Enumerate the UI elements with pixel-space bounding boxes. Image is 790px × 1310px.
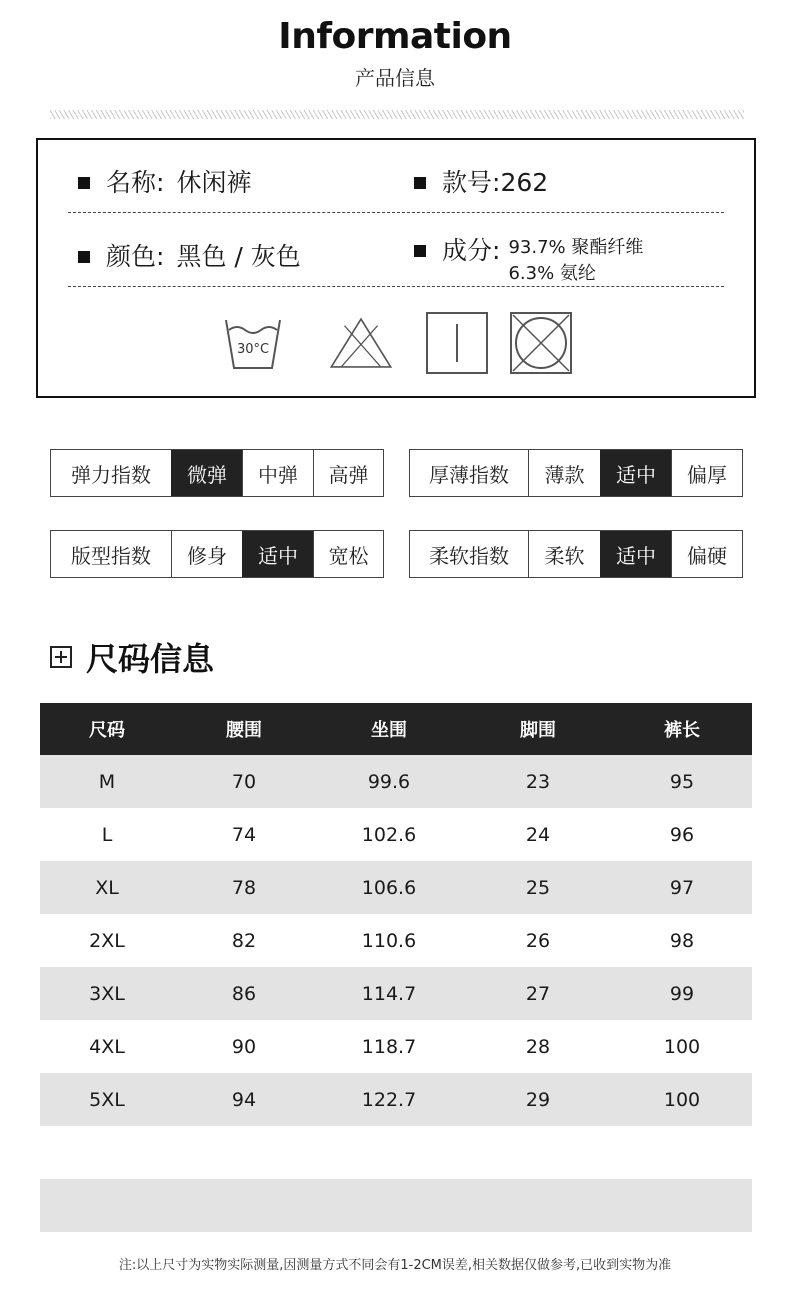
table-cell: 28: [464, 1020, 612, 1073]
composition-line: 93.7% 聚酯纤维: [508, 237, 644, 258]
table-cell: 114.7: [314, 967, 464, 1020]
fit-scale: [50, 530, 384, 578]
size-section-title: 尺码信息: [86, 640, 215, 678]
table-cell: 4XL: [40, 1020, 174, 1073]
column-header: 脚围: [464, 703, 612, 755]
wash-temperature: 30°C: [236, 342, 270, 357]
table-cell: 95: [612, 755, 752, 808]
style-value: 262: [500, 168, 549, 197]
footnote: 注:以上尺寸为实物实际测量,因测量方式不同会有1-2CM误差,相关数据仅做参考,已收到实物为准: [118, 1258, 672, 1273]
table-row: [40, 755, 752, 808]
table-row: [40, 808, 752, 861]
table-cell: [40, 1126, 174, 1179]
table-cell: 5XL: [40, 1073, 174, 1126]
table-cell: 106.6: [314, 861, 464, 914]
table-cell: XL: [40, 861, 174, 914]
table-cell: 97: [612, 861, 752, 914]
info-name: [78, 166, 251, 200]
wash-30-icon: [220, 310, 286, 376]
table-cell: [174, 1126, 314, 1179]
table-cell: [174, 1179, 314, 1232]
table-cell: [464, 1126, 612, 1179]
column-header: 坐围: [314, 703, 464, 755]
table-cell: [464, 1179, 612, 1232]
table-cell: 90: [174, 1020, 314, 1073]
table-row: [40, 1126, 752, 1179]
bullet-square-icon: [414, 245, 426, 257]
table-row: [40, 861, 752, 914]
thickness-scale: [409, 449, 743, 497]
scale-label: 柔软指数: [429, 543, 509, 568]
info-color: [78, 240, 301, 274]
table-cell: 26: [464, 914, 612, 967]
table-cell: 82: [174, 914, 314, 967]
scale-option: 高弹: [313, 450, 383, 496]
plus-box-icon: [50, 646, 72, 668]
table-cell: 23: [464, 755, 612, 808]
softness-scale: [409, 530, 743, 578]
dashed-divider: [68, 286, 724, 287]
table-header-row: [40, 703, 752, 755]
table-cell: [612, 1126, 752, 1179]
line-dry-icon: [424, 310, 490, 376]
table-cell: 96: [612, 808, 752, 861]
composition-values: [508, 234, 643, 287]
table-row: [40, 1179, 752, 1232]
table-cell: 78: [174, 861, 314, 914]
table-cell: 25: [464, 861, 612, 914]
table-cell: 122.7: [314, 1073, 464, 1126]
bullet-square-icon: [414, 177, 426, 189]
scale-option-selected: 适中: [600, 531, 671, 577]
table-cell: 74: [174, 808, 314, 861]
composition-line: 6.3% 氨纶: [508, 263, 596, 284]
bullet-square-icon: [78, 177, 90, 189]
table-cell: 2XL: [40, 914, 174, 967]
table-cell: [314, 1179, 464, 1232]
scale-option-selected: 适中: [242, 531, 313, 577]
no-bleach-icon: [328, 310, 394, 376]
scale-option-selected: 微弹: [171, 450, 242, 496]
table-cell: [612, 1179, 752, 1232]
table-cell: 99: [612, 967, 752, 1020]
hatch-divider: [50, 110, 744, 119]
column-header: 裤长: [612, 703, 752, 755]
page-subtitle: 产品信息: [355, 66, 435, 90]
info-style-number: [414, 166, 548, 200]
no-tumble-dry-icon: [508, 310, 574, 376]
scale-option: 偏厚: [671, 450, 742, 496]
scale-option: 柔软: [528, 531, 600, 577]
table-row: [40, 967, 752, 1020]
table-row: [40, 1073, 752, 1126]
table-cell: M: [40, 755, 174, 808]
scale-option: 中弹: [242, 450, 313, 496]
table-row: [40, 914, 752, 967]
table-cell: 98: [612, 914, 752, 967]
table-cell: 100: [612, 1020, 752, 1073]
elasticity-scale: [50, 449, 384, 497]
scale-label: 版型指数: [71, 543, 151, 568]
size-section-heading: [50, 634, 214, 680]
table-cell: 29: [464, 1073, 612, 1126]
bullet-square-icon: [78, 251, 90, 263]
table-cell: [40, 1179, 174, 1232]
color-label: 颜色:: [106, 242, 165, 271]
scale-option: 修身: [171, 531, 242, 577]
scale-label: 厚薄指数: [429, 462, 509, 487]
column-header: 尺码: [40, 703, 174, 755]
color-value: 黑色 / 灰色: [176, 242, 301, 271]
table-cell: 110.6: [314, 914, 464, 967]
scale-label: 弹力指数: [71, 462, 151, 487]
table-cell: 94: [174, 1073, 314, 1126]
table-cell: 3XL: [40, 967, 174, 1020]
info-composition: [414, 234, 643, 287]
column-header: 腰围: [174, 703, 314, 755]
product-info-box: [36, 138, 756, 398]
scale-option: 宽松: [313, 531, 383, 577]
table-cell: 99.6: [314, 755, 464, 808]
table-cell: 70: [174, 755, 314, 808]
table-cell: 102.6: [314, 808, 464, 861]
table-cell: [314, 1126, 464, 1179]
table-cell: 27: [464, 967, 612, 1020]
scale-option-selected: 适中: [600, 450, 671, 496]
name-value: 休闲裤: [176, 168, 252, 197]
table-cell: L: [40, 808, 174, 861]
size-table: [40, 703, 752, 1232]
page-title: Information: [278, 16, 512, 57]
dashed-divider: [68, 212, 724, 213]
scale-option: 偏硬: [671, 531, 742, 577]
scale-option: 薄款: [528, 450, 600, 496]
table-row: [40, 1020, 752, 1073]
composition-label: 成分:: [442, 236, 501, 265]
name-label: 名称:: [106, 168, 165, 197]
style-label: 款号:: [442, 168, 501, 197]
table-cell: 100: [612, 1073, 752, 1126]
table-cell: 86: [174, 967, 314, 1020]
table-cell: 24: [464, 808, 612, 861]
table-cell: 118.7: [314, 1020, 464, 1073]
